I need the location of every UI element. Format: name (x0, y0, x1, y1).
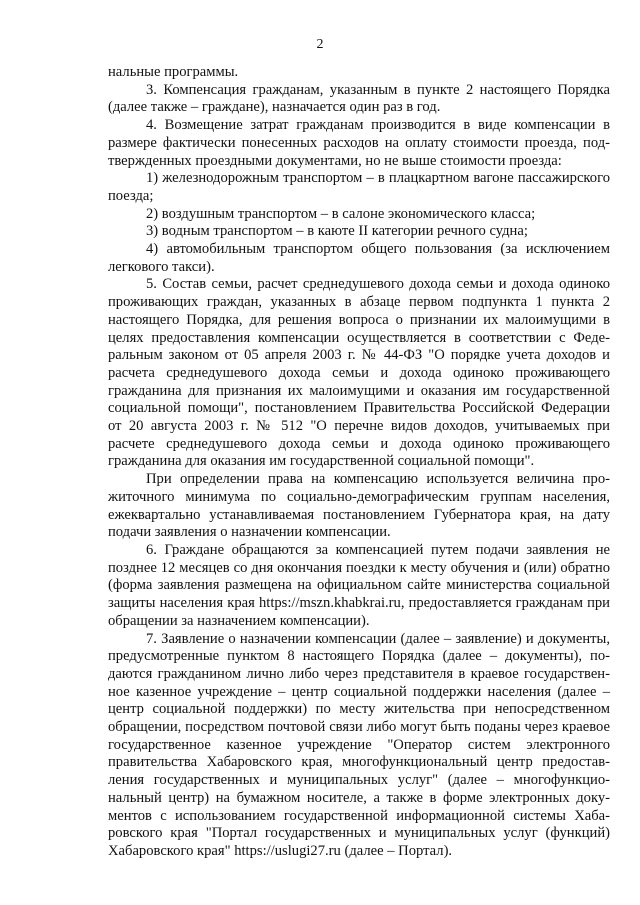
paragraph-continuation: нальные программы. (108, 64, 239, 80)
paragraph-clause-4: 4. Возмещение затрат гражданам производится в виде компенсации в размере фактически понесенных расходов на оплату стоимости проезда, подтвержденных проездными документами, но не выше стоимости проезда: (108, 117, 610, 169)
list-item-rail: 1) железнодорожным транспортом – в плацкартном вагоне пассажирского поезда; (108, 170, 610, 204)
list-item-road: 4) автомобильным транспортом общего пользования (за исключением легкового такси). (108, 241, 610, 275)
paragraph-clause-5: 5. Состав семьи, расчет среднедушевого дохода семьи и дохода одиноко проживающих граждан, указанных в абзаце первом подпункта 1 пункта 2 настоящего Порядка, для решения вопроса о признании их малоимущими в целях предоставления компенсации осуществляется в соответствии с Федеральным законом от 05 апреля 2003 г. № 44-ФЗ "О порядке учета доходов и расчета среднедушевого дохода семьи и дохода одиноко проживающего гражданина для признания их малоимущими и оказания им государственной социальной помощи", постановлением Правительства Российской Федерации от 20 августа 2003 г. № 512 "О перечне видов доходов, учитываемых при расчете среднедушевого дохода семьи и дохода одиноко проживающего гражданина для оказания им государственной социальной помощи". (108, 276, 610, 470)
paragraph-clause-3: 3. Компенсация гражданам, указанным в пункте 2 настоящего Порядка (далее также – граждане), назначается один раз в год. (108, 81, 610, 116)
list-item-air: 2) воздушным транспортом – в салоне экономического класса; (146, 205, 536, 222)
paragraph-clause-6: 6. Граждане обращаются за компенсацией путем подачи заявления не позднее 12 месяцев со дня окончания поездки к месту обучения и (или) обратно (форма заявления размещена на официальном сайте министерства социальной защиты населения края https://mszn.khabkrai.ru, предоставляется гражданам при обращении за назначением компенсации). (108, 541, 610, 629)
paragraph-subsistence-minimum: При определении права на компенсацию используется величина прожиточного минимума по социально-демографическим группам населения, ежеквартально устанавливаемая постановлением Губернатора края, на дату подачи заявления о назначении компенсации. (108, 471, 610, 541)
paragraph-clause-7: 7. Заявление о назначении компенсации (далее – заявление) и документы, предусмотренные пунктом 8 настоящего Порядка (далее – документы), подаются гражданином лично либо через представителя в краевое государственное казенное учреждение – центр социальной поддержки населения (далее – центр социальной поддержки) по месту жительства при непосредственном обращении, посредством почтовой связи либо могут быть поданы через краевое государственное казенное учреждение "Оператор систем электронного правительства Хабаровского края, многофункциональный центр предоставления государственных и муниципальных услуг" (далее – многофункциональный центр) на бумажном носителе, а также в форме электронных документов с использованием государственной информационной системы Хабаровского края "Портал государственных и муниципальных услуг (функций) Хабаровского края" https://uslugi27.ru (далее – Портал). (108, 630, 610, 859)
page-number: 2 (316, 37, 324, 52)
document-body (108, 64, 610, 861)
list-item-water: 3) водным транспортом – в каюте II категории речного судна; (146, 223, 528, 240)
